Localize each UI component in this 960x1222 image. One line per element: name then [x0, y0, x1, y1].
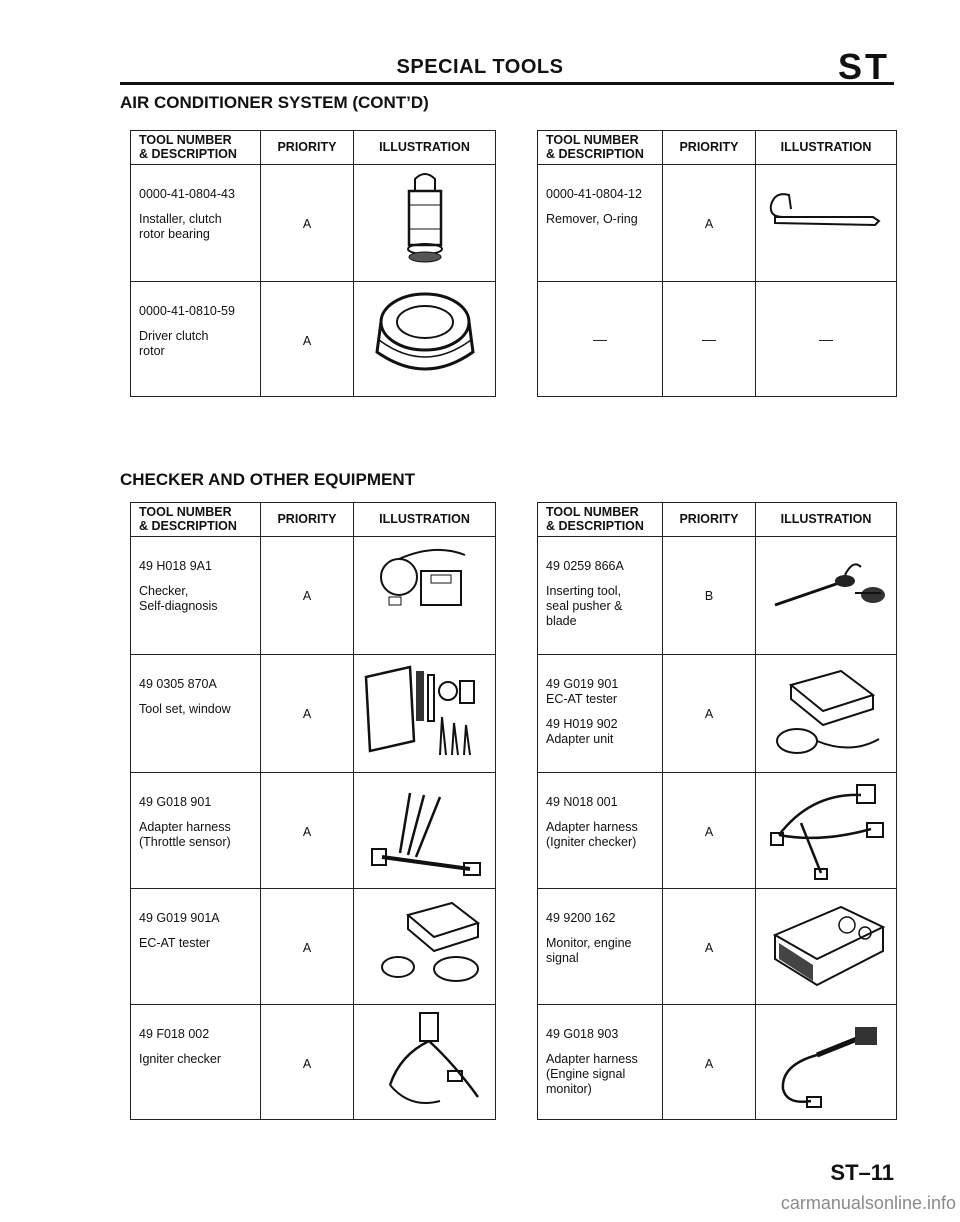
installer-cylinder-icon — [395, 165, 455, 275]
table-row: 0000-41-0810-59 Driver clutch rotor A — [131, 282, 496, 397]
col-header-illustration: ILLUSTRATION — [354, 503, 496, 537]
page-title: SPECIAL TOOLS — [396, 56, 564, 78]
col-header-illustration: ILLUSTRATION — [756, 503, 897, 537]
throttle-harness-icon — [360, 773, 490, 883]
col-header-tool: TOOL NUMBER & DESCRIPTION — [131, 503, 261, 537]
table-row: 49 G019 901 EC-AT tester 49 H019 902 Adapter unit A — [538, 655, 897, 773]
col-header-priority: PRIORITY — [261, 503, 354, 537]
table-row: 0000-41-0804-12 Remover, O-ring A — [538, 165, 897, 282]
tester-adapter-unit-icon — [761, 655, 891, 765]
ac-table-right — [537, 130, 897, 397]
header-rule — [120, 82, 894, 85]
ac-table-left — [130, 130, 496, 397]
col-header-illustration: ILLUSTRATION — [756, 131, 897, 165]
table-row: — — — — [538, 282, 897, 397]
section-code: ST — [837, 46, 890, 87]
ec-at-tester-icon — [360, 889, 490, 989]
table-row: 49 0305 870A Tool set, window A — [131, 655, 496, 773]
page-number: ST–11 — [830, 1160, 894, 1185]
seal-pusher-icon — [761, 537, 891, 637]
table-row: 49 G018 903 Adapter harness (Engine signal monitor) A — [538, 1005, 897, 1120]
col-header-priority: PRIORITY — [663, 131, 756, 165]
engine-monitor-harness-icon — [761, 1005, 891, 1115]
o-ring-remover-icon — [761, 165, 891, 255]
table-row: 49 0259 866A Inserting tool, seal pusher & blade B — [538, 537, 897, 655]
checker-table-left — [130, 502, 496, 1120]
igniter-checker-icon — [360, 1005, 490, 1115]
engine-signal-monitor-icon — [761, 889, 891, 999]
watermark: carmanualsonline.info — [780, 1193, 956, 1213]
col-header-tool: TOOL NUMBER & DESCRIPTION — [131, 131, 261, 165]
col-header-tool: TOOL NUMBER & DESCRIPTION — [538, 131, 663, 165]
table-row: 49 G018 901 Adapter harness (Throttle sensor) A — [131, 773, 496, 889]
checker-table-right — [537, 502, 897, 1120]
table-row: 49 9200 162 Monitor, engine signal A — [538, 889, 897, 1005]
table-row: 0000-41-0804-43 Installer, clutch rotor bearing A — [131, 165, 496, 282]
self-diagnosis-checker-icon — [365, 537, 485, 637]
col-header-priority: PRIORITY — [261, 131, 354, 165]
window-tool-set-icon — [360, 655, 490, 765]
section-title-ac: AIR CONDITIONER SYSTEM (CONT’D) — [120, 93, 429, 112]
igniter-harness-icon — [761, 773, 891, 883]
col-header-illustration: ILLUSTRATION — [354, 131, 496, 165]
col-header-tool: TOOL NUMBER & DESCRIPTION — [538, 503, 663, 537]
table-row: 49 F018 002 Igniter checker A — [131, 1005, 496, 1120]
section-title-checker: CHECKER AND OTHER EQUIPMENT — [120, 470, 415, 489]
table-row: 49 G019 901A EC-AT tester A — [131, 889, 496, 1005]
table-row: 49 N018 001 Adapter harness (Igniter checker) A — [538, 773, 897, 889]
driver-ring-icon — [365, 282, 485, 392]
table-row: 49 H018 9A1 Checker, Self-diagnosis A — [131, 537, 496, 655]
col-header-priority: PRIORITY — [663, 503, 756, 537]
